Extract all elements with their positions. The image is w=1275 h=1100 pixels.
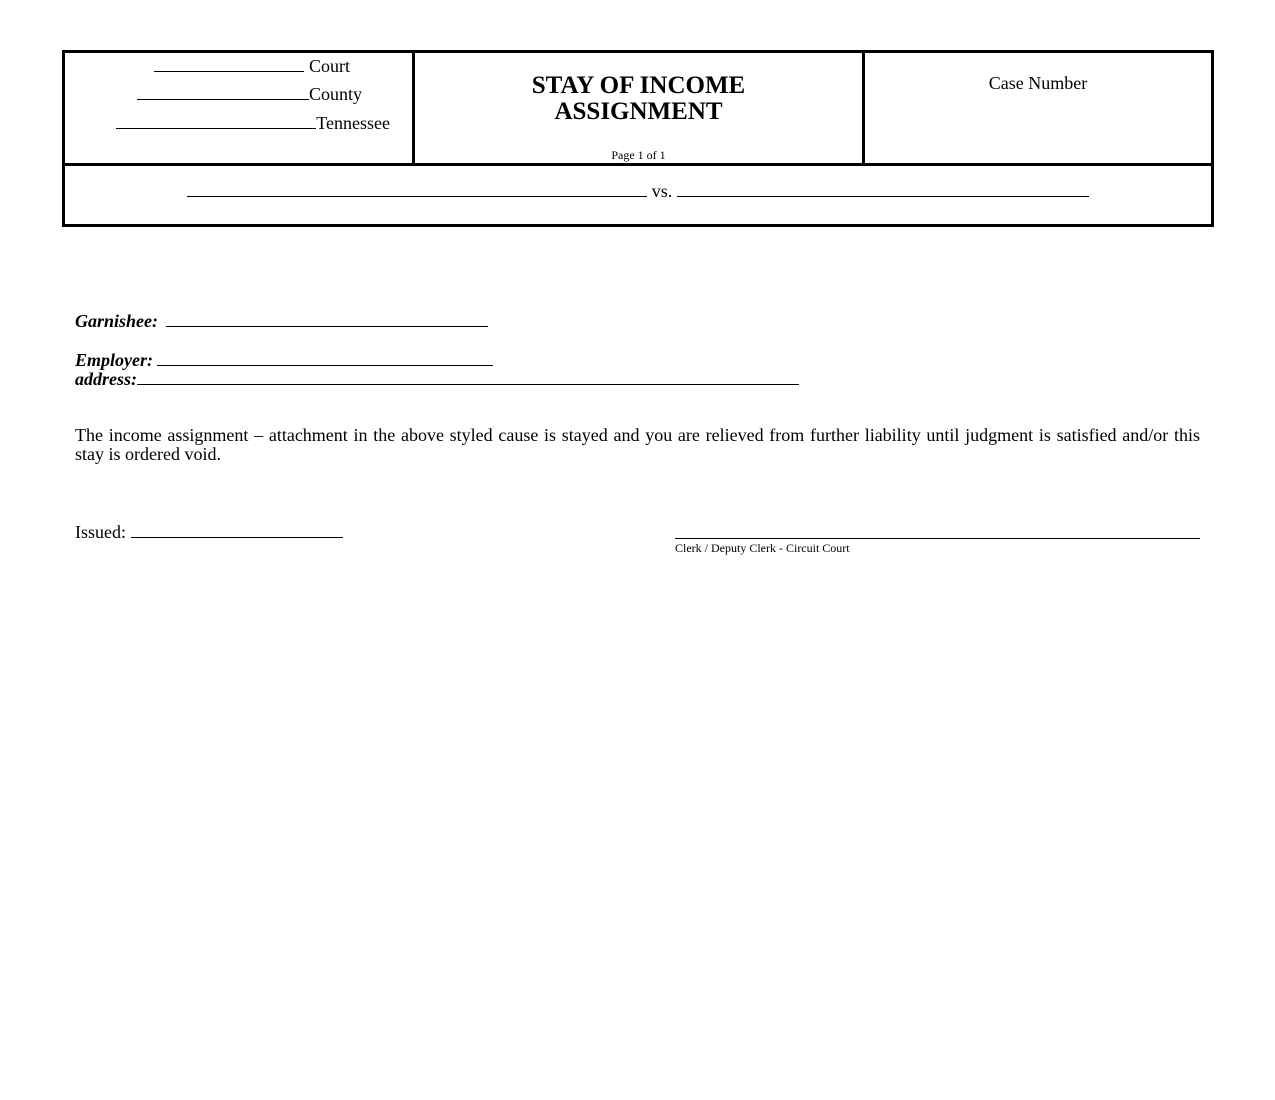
court-label: Court [308, 56, 350, 76]
signature-caption: Clerk / Deputy Clerk - Circuit Court [675, 541, 850, 555]
state-label: Tennessee [316, 113, 390, 133]
issued-label: Issued: [75, 522, 126, 542]
address-label: address: [75, 369, 137, 389]
title-line: STAY OF INCOME [531, 72, 746, 99]
employer-row [75, 350, 493, 371]
defendant-field[interactable] [677, 182, 1089, 197]
issued-row [75, 522, 343, 543]
county-label: County [308, 84, 362, 104]
garnishee-label: Garnishee: [75, 311, 159, 331]
title-line: ASSIGNMENT [554, 98, 723, 125]
caption-table [62, 50, 1214, 227]
county-line [75, 84, 362, 105]
case-number-label: Case Number [988, 73, 1088, 93]
page-indicator: Page 1 of 1 [611, 148, 666, 162]
parties-line [65, 181, 1211, 202]
state-line [75, 113, 390, 134]
county-field[interactable] [137, 85, 309, 100]
divider [65, 163, 1211, 166]
employer-label: Employer: [75, 350, 153, 370]
court-line [75, 56, 350, 77]
court-name-field[interactable] [154, 57, 304, 72]
divider [862, 53, 865, 164]
garnishee-row [75, 311, 488, 332]
plaintiff-field[interactable] [187, 182, 647, 197]
document-title [415, 73, 862, 125]
garnishee-field[interactable] [166, 312, 488, 327]
issued-date-field[interactable] [131, 523, 343, 538]
employer-field[interactable] [157, 351, 493, 366]
address-field[interactable] [137, 370, 799, 385]
body-paragraph: The income assignment – attachment in the above styled cause is stayed and you are relieved from further liability until judgment is satisfied and/or this stay is ordered void. [75, 425, 1200, 464]
state-field[interactable] [116, 114, 316, 129]
address-row [75, 369, 799, 390]
signature-line[interactable] [675, 524, 1200, 539]
versus-label: vs. [651, 181, 673, 201]
